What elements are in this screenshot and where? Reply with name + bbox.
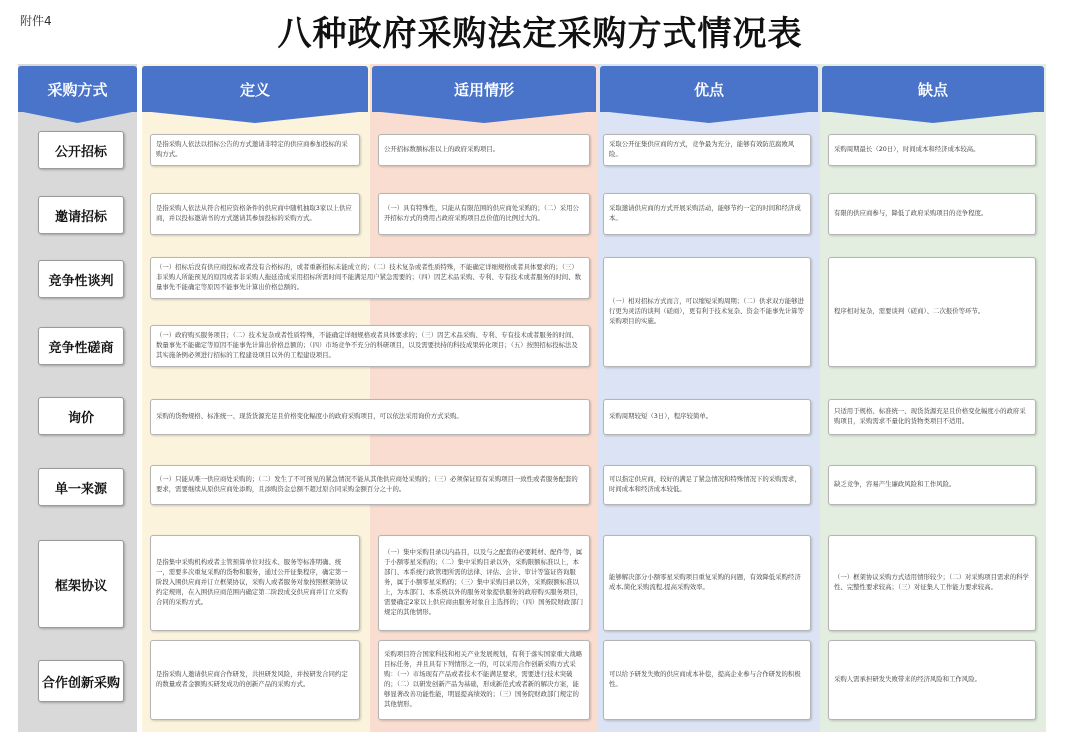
scope-cell: （一）具有特殊性，只能从有限范围的供应商处采购的；（二）采用公开招标方式的费用占政府采购项目总价值的比例过大的。: [378, 193, 590, 235]
method-competitive-consultation: 竞争性磋商: [38, 327, 124, 365]
page-title: 八种政府采购法定采购方式情况表: [277, 14, 803, 54]
pros-cell-merged: （一）相对招标方式而言，可以缩短采购周期；（二）供求双方能够进行更为灵活的谈判（磋商），更有利于技术复杂、资金不能事先计算等采购项目的实施。: [603, 257, 811, 367]
header-pros: 优点: [600, 66, 818, 112]
pros-cell: 采购周期较短（3日），程序较简单。: [603, 399, 811, 435]
cons-cell: （一）框架协议采购方式适用情形较少；（二）对采购项目需求的科学性、完整性要求较高；（三）对征集人工作能力要求较高。: [828, 535, 1036, 631]
pros-cell: 采取公开征集供应商的方式，竞争最为充分，能够有效防范腐败风险。: [603, 134, 811, 166]
definition-cell: （一）政府购买服务项目；（二）技术复杂或者性质特殊，不能确定详细规格或者具体要求的；（三）因艺术品采购、专利、专有技术或者服务的时间、数量事先不能确定等原因不能事先计算出价格总额的；（四）市场竞争不充分的科研项目，以及需要扶持的科技成果转化项目；（五）按照招标投标法及其实施条例必须进行招标的工程建设项目以外的工程建设项目。: [150, 325, 590, 367]
header-scope: 适用情形: [372, 66, 596, 112]
method-single-source: 单一来源: [38, 468, 124, 506]
scope-cell: 公开招标数额标准以上的政府采购项目。: [378, 134, 590, 166]
cons-cell: 只适用于规格、标准统一、现货货源充足且价格变化幅度小的政府采购项目，采购需求不量化的货物类项目不适用。: [828, 399, 1036, 435]
method-competitive-negotiation: 竞争性谈判: [38, 260, 124, 298]
definition-cell: 是指采购人依法以招标公告的方式邀请非特定的供应商参加投标的采购方式。: [150, 134, 360, 166]
scope-cell: 采购项目符合国家科技和相关产业发展规划，有利于落实国家重大战略目标任务，并且具有下列情形之一的，可以采用合作创新采购方式采购：（一）市场现有产品或者技术不能满足要求，需要进行技术突破的；（二）以研发创新产品为基础，形成新范式或者新的解决方案，能够显著改善功能性能，明显提高绩效的；（三）国务院财政部门规定的其他情形。: [378, 640, 590, 720]
cons-cell-merged: 程序相对复杂，需要谈判（磋商）、二次报价等环节。: [828, 257, 1036, 367]
definition-cell: （一）只能从唯一供应商处采购的；（二）发生了不可预见的紧急情况不能从其他供应商处采购的；（三）必须保证原有采购项目一致性或者服务配套的要求，需要继续从原供应商处添购，且添购资金总额不超过原合同采购金额百分之十的。: [150, 465, 590, 505]
definition-cell: （一）招标后没有供应商投标或者没有合格标的，或者重新招标未能成立的；（二）技术复杂或者性质特殊，不能确定详细规格或者具体要求的；（三）非采购人所能预见的原因或者非采购人拖延造成采用招标所需时间不能满足用户紧急需要的；（四）因艺术品采购、专利、专有技术或者服务的时间、数量事先不能确定等原因不能事先计算出价格总额的。: [150, 257, 590, 299]
definition-cell: 是指集中采购机构或者主管预算单位对技术、服务等标准明确、统一，需要多次重复采购的货物和服务，通过公开征集程序，确定第一阶段入围供应商并订立框架协议，采购人或者服务对象按照框架协议约定规则，在入围供应商范围内确定第二阶段成交供应商并订立采购合同的采购方式。: [150, 535, 360, 631]
definition-cell: 是指采购人依法从符合相应资格条件的供应商中随机抽取3家以上供应商，并以投标邀请书的方式邀请其参加投标的采购方式。: [150, 193, 360, 235]
definition-cell: 是指采购人邀请供应商合作研发，共担研发风险，并按研发合同约定的数量或者金额购买研发成功的创新产品的采购方式。: [150, 640, 360, 720]
attachment-label: 附件4: [20, 14, 52, 28]
cons-cell: 采购人需承担研发失败带来的经济风险和工作风险。: [828, 640, 1036, 720]
method-cooperative-innovation: 合作创新采购: [38, 660, 124, 702]
pros-cell: 可以指定供应商，较好的满足了紧急情况和特殊情况下的采购需求，时间成本和经济成本较低。: [603, 465, 811, 505]
header-cons: 缺点: [822, 66, 1044, 112]
method-framework-agreement: 框架协议: [38, 540, 124, 628]
pros-cell: 采取邀请供应商的方式开展采购活动，能够节约一定的时间和经济成本。: [603, 193, 811, 235]
header-method: 采购方式: [18, 66, 137, 112]
pros-cell: 能够解决部分小额零星采购项目重复采购的问题，有效降低采购经济成本,简化采购流程,提高采购效率。: [603, 535, 811, 631]
pros-cell: 可以给予研发失败的供应商成本补偿，提高企业参与合作研发的积极性。: [603, 640, 811, 720]
cons-cell: 缺乏竞争，容易产生廉政风险和工作风险。: [828, 465, 1036, 505]
method-open-tender: 公开招标: [38, 131, 124, 169]
method-invited-tender: 邀请招标: [38, 196, 124, 234]
cons-cell: 采购周期最长（20日），时间成本和经济成本较高。: [828, 134, 1036, 166]
header-definition: 定义: [142, 66, 368, 112]
scope-cell: （一）集中采购目录以内品目，以及与之配套的必要耗材、配件等，属于小额零星采购的；（二）集中采购目录以外，采购限额标准以上，本部门、本系统行政管理所需的法律、评估、会计、审计等鉴证咨询服务，属于小额零星采购的；（三）集中采购目录以外，采购限额标准以上，为本部门、本系统以外的服务对象提供服务的政府购买服务项目，需要确定2家以上供应商由服务对象自主选择的；（四）国务院财政部门规定的其他情形。: [378, 535, 590, 631]
method-inquiry: 询价: [38, 397, 124, 435]
definition-cell: 采购的货物规格、标准统一、现货货源充足且价格变化幅度小的政府采购项目，可以依法采用询价方式采购。: [150, 399, 590, 435]
cons-cell: 有限的供应商参与，降低了政府采购项目的竞争程度。: [828, 193, 1036, 235]
